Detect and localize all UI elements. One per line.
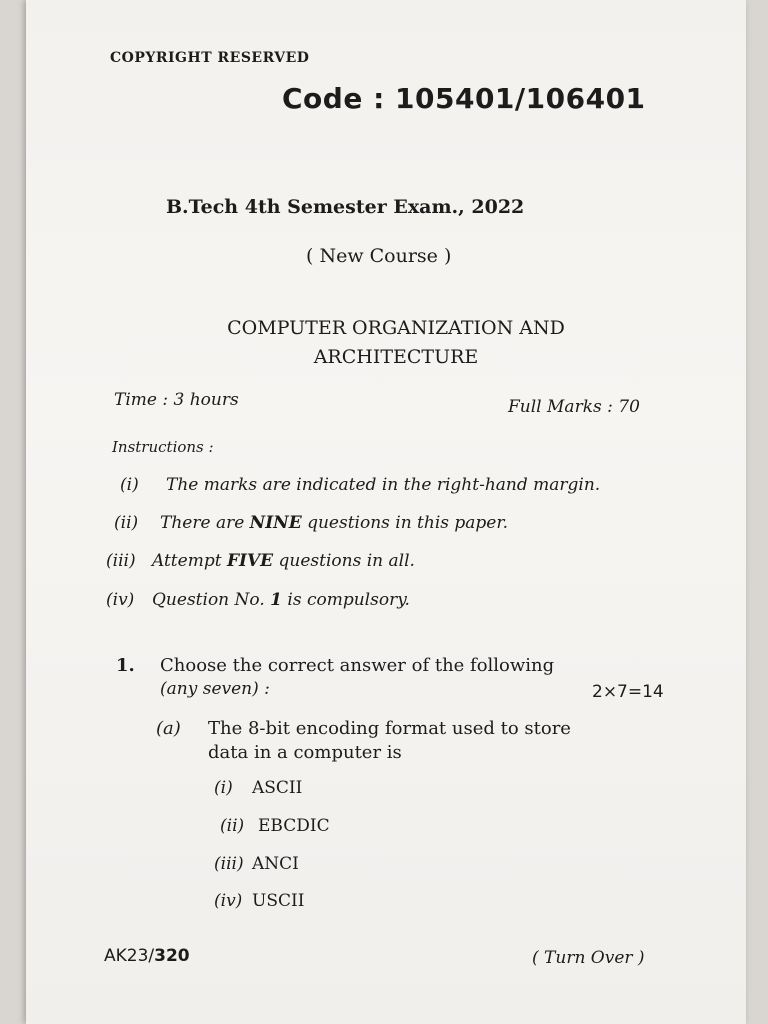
instruction-text: There are	[160, 513, 250, 533]
question-text-any-seven: (any seven) :	[160, 679, 270, 699]
exam-title: B.Tech 4th Semester Exam., 2022	[166, 196, 525, 218]
option-text: ASCII	[252, 778, 303, 798]
option-item	[214, 778, 302, 798]
turn-over-label: ( Turn Over )	[532, 948, 645, 968]
question-marks: 2×7=14	[592, 682, 664, 702]
option-item	[214, 891, 304, 911]
instruction-item	[106, 551, 415, 571]
subject-title	[146, 314, 646, 372]
option-item	[214, 854, 299, 874]
option-item	[220, 816, 330, 836]
question-1	[116, 655, 554, 676]
instruction-text: questions in all.	[273, 551, 415, 571]
option-num: (iii)	[214, 854, 244, 874]
instruction-item	[120, 475, 600, 495]
instruction-num: (ii)	[114, 513, 139, 533]
footer-code	[104, 946, 190, 966]
copyright-label: COPYRIGHT RESERVED	[110, 50, 310, 66]
footer-code-number: 320	[154, 946, 190, 966]
question-number: 1.	[116, 655, 135, 676]
course-type: ( New Course )	[306, 245, 452, 267]
instruction-bold: FIVE	[226, 551, 274, 571]
part-a	[156, 718, 571, 739]
time-text: Time : 3 hours	[114, 390, 239, 410]
instructions-title: Instructions :	[112, 438, 214, 456]
option-text: EBCDIC	[258, 816, 330, 836]
option-num: (ii)	[220, 816, 245, 836]
time-label	[114, 390, 239, 410]
option-text: USCII	[252, 891, 305, 911]
instruction-bold: NINE	[249, 513, 302, 533]
instruction-item	[114, 513, 508, 533]
question-text: Choose the correct answer of the following	[160, 655, 555, 676]
instruction-num: (iv)	[106, 590, 135, 610]
part-a-line-2: data in a computer is	[208, 742, 402, 763]
part-label: (a)	[156, 718, 181, 739]
instruction-item	[106, 590, 410, 610]
full-marks-label	[508, 397, 640, 417]
option-num: (iv)	[214, 891, 243, 911]
footer-code-prefix: AK23/	[104, 946, 155, 966]
paper-code: Code : 105401/106401	[282, 82, 646, 115]
subject-line-1: COMPUTER ORGANIZATION AND	[227, 317, 565, 339]
instruction-num: (i)	[120, 475, 139, 495]
instruction-num: (iii)	[106, 551, 136, 571]
instruction-text: Attempt	[152, 551, 227, 571]
instruction-text: questions in this paper.	[301, 513, 509, 533]
instruction-text: is compulsory.	[282, 590, 410, 610]
full-marks-text: Full Marks : 70	[508, 397, 640, 417]
part-text: The 8-bit encoding format used to store	[208, 718, 571, 739]
question-1-line-2	[160, 679, 270, 699]
option-num: (i)	[214, 778, 233, 798]
subject-line-2: ARCHITECTURE	[313, 346, 479, 368]
option-text: ANCI	[252, 854, 299, 874]
exam-sheet	[26, 0, 746, 1024]
instruction-bold: 1	[270, 590, 282, 610]
instruction-text: The marks are indicated in the right-hand margin.	[166, 475, 601, 495]
instruction-text: Question No.	[152, 590, 271, 610]
